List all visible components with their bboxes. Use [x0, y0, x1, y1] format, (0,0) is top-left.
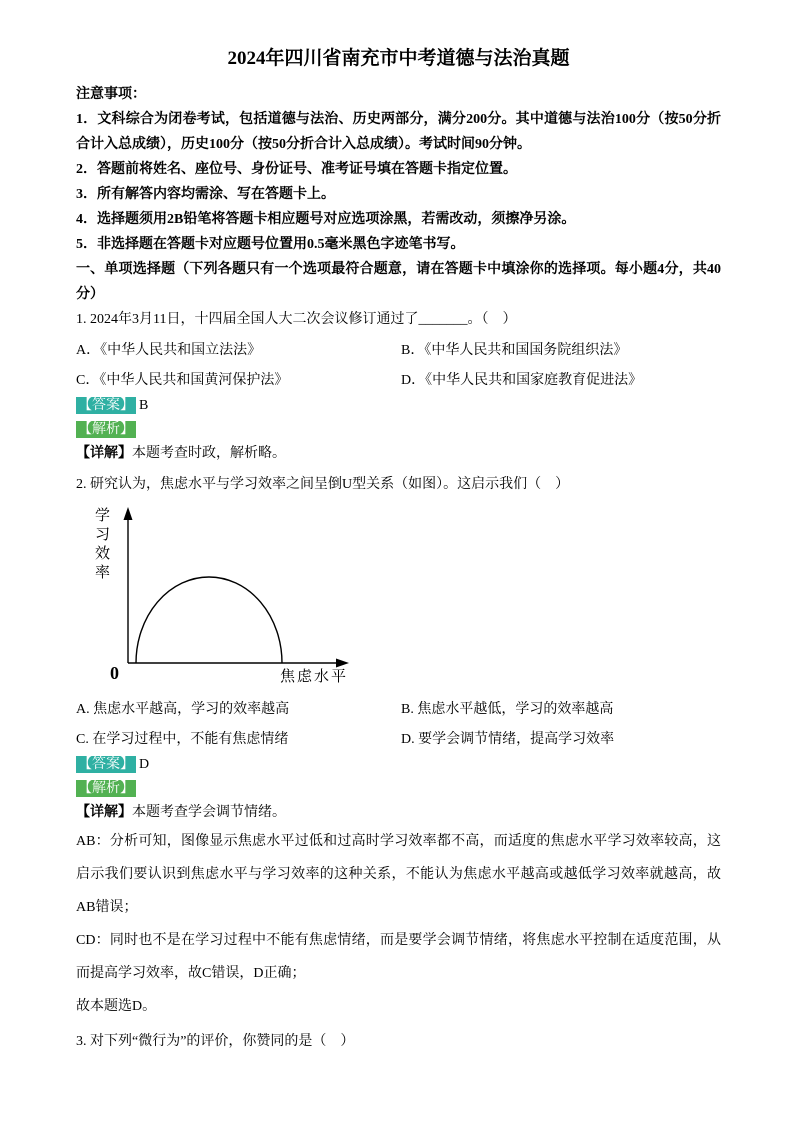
- question-1-option-c: C．《中华人民共和国黄河保护法》: [76, 373, 289, 388]
- question-1-stem: 1. 2024年3月11日，十四届全国人大二次会议修订通过了_______。（ ）: [76, 312, 517, 327]
- chart-svg: [86, 501, 386, 691]
- chart-x-axis-label: 焦虑水平: [280, 669, 349, 685]
- section-heading: 一、单项选择题（下列各题只有一个选项最符合题意，请在答题卡中填涂你的选择项。每小题4分，共40分）: [76, 262, 721, 302]
- detail-tag: 【详解】: [76, 805, 132, 820]
- notice-heading: 注意事项：: [76, 87, 146, 102]
- question-2-analysis-line: [76, 777, 721, 801]
- detail-tag: 【详解】: [76, 446, 132, 461]
- question-1-options: [76, 338, 721, 394]
- question-2-answer-line: [76, 753, 721, 777]
- question-1-answer-line: [76, 394, 721, 418]
- answer-tag: 【答案】: [78, 757, 134, 772]
- anxiety-learning-chart: [86, 501, 386, 691]
- question-2-option-b: B. 焦虑水平越低，学习的效率越高: [401, 702, 614, 717]
- question-2-option-c: C. 在学习过程中，不能有焦虑情绪: [76, 732, 289, 747]
- question-2-options: [76, 697, 721, 753]
- question-1-analysis-line: [76, 418, 721, 442]
- question-1-detail-line: [76, 442, 721, 466]
- notice-item-3: 3．所有解答内容均需涂、写在答题卡上。: [76, 187, 335, 202]
- question-1-detail-text: 本题考查时政，解析略。: [132, 446, 286, 461]
- question-2-answer-value: D: [139, 757, 150, 772]
- question-1-option-a: A．《中华人民共和国立法法》: [76, 343, 262, 358]
- notice-item-4: 4．选择题须用2B铅笔将答题卡相应题号对应选项涂黑，若需改动，须擦净另涂。: [76, 212, 576, 227]
- inverted-u-curve: [136, 577, 282, 663]
- answer-tag: 【答案】: [78, 398, 134, 413]
- question-1-option-d: D．《中华人民共和国家庭教育促进法》: [401, 373, 643, 388]
- chart-y-axis-label: 学习效率: [95, 508, 111, 581]
- analysis-tag: 【解析】: [78, 422, 134, 437]
- y-axis-arrow-icon: [124, 507, 133, 520]
- question-2-stem: 2. 研究认为，焦虑水平与学习效率之间呈倒U型关系（如图）。这启示我们（ ）: [76, 477, 570, 492]
- notice-item-5: 5．非选择题在答题卡对应题号位置用0.5毫米黑色字迹笔书写。: [76, 237, 465, 252]
- question-2-conclusion: 故本题选D。: [76, 999, 157, 1014]
- question-1-option-b: B．《中华人民共和国国务院组织法》: [401, 343, 628, 358]
- question-1: [76, 307, 721, 466]
- question-3-stem: 3. 对下列“微行为”的评价，你赞同的是（ ）: [76, 1034, 355, 1049]
- question-2: [76, 472, 721, 1023]
- document-title: 2024年四川省南充市中考道德与法治真题: [227, 48, 570, 69]
- analysis-tag: 【解析】: [78, 781, 134, 796]
- question-2-option-a: A. 焦虑水平越高，学习的效率越高: [76, 702, 290, 717]
- question-1-answer-value: B: [139, 398, 149, 413]
- notice-item-2: 2．答题前将姓名、座位号、身份证号、准考证号填在答题卡指定位置。: [76, 162, 517, 177]
- question-2-option-d: D. 要学会调节情绪，提高学习效率: [401, 732, 615, 747]
- chart-origin-label: 0: [110, 663, 119, 683]
- notice-item-1: 1．文科综合为闭卷考试，包括道德与法治、历史两部分，满分200分。其中道德与法治100分（按50分折合计入总成绩），历史100分（按50分折合计入总成绩）。考试时间90分钟。: [76, 112, 721, 152]
- question-2-explanation-cd: CD：同时也不是在学习过程中不能有焦虑情绪，而是要学会调节情绪，将焦虑水平控制在适度范围，从而提高学习效率，故C错误，D正确；: [76, 933, 721, 981]
- question-2-explanation-ab: AB：分析可知，图像显示焦虑水平过低和过高时学习效率都不高，而适度的焦虑水平学习效率较高，这启示我们要认识到焦虑水平与学习效率的这种关系，不能认为焦虑水平越高或越低学习效率就越高，故AB错误；: [76, 834, 721, 915]
- question-2-detail-text: 本题考查学会调节情绪。: [132, 805, 286, 820]
- question-2-detail-line: [76, 801, 721, 825]
